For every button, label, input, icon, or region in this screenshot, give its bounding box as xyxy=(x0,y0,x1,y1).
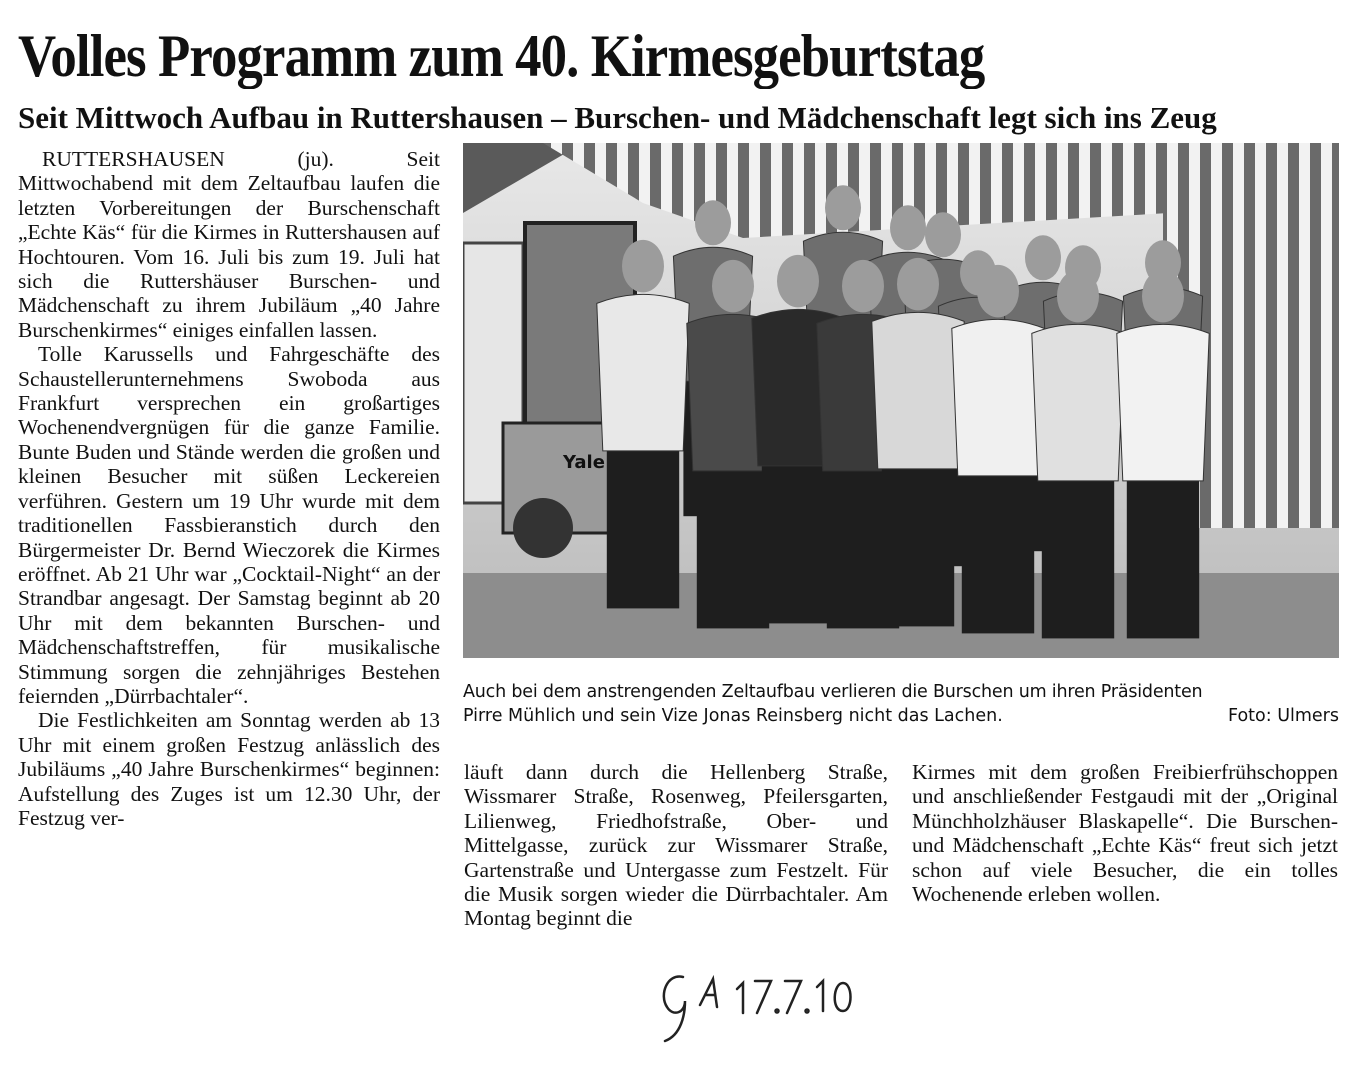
subheadline: Seit Mittwoch Aufbau in Ruttershausen – Burschen- und Mädchenschaft legt sich ins Zeug xyxy=(18,100,1217,135)
headline: Volles Programm zum 40. Kirmesgeburtstag xyxy=(18,23,985,89)
group-photo-illustration xyxy=(463,143,1339,658)
handwritten-signature-drawing xyxy=(645,965,905,1045)
dateline: RUTTERSHAUSEN (ju). xyxy=(42,147,334,171)
paragraph-1-text: Seit Mittwochabend mit dem Zeltaufbau laufen die letzten Vorbereitungen der Burschenschaft „Echte Käs“ für die Kirmes in Ruttershausen auf Hochtouren. Vom 16. Juli bis zum 19. Juli hat sich die Ruttershäuser Burschen- und Mädchenschaft zu ihrem Jubiläum „40 Jahre Burschenkirmes“ einiges einfallen lassen. xyxy=(18,147,440,342)
text-column-3 xyxy=(912,760,1338,906)
handwritten-date-note xyxy=(645,965,905,1045)
photo-credit: Foto: Ulmers xyxy=(1228,706,1339,726)
paragraph-3-middle: läuft dann durch die Hellenberg Straße, Wissmarer Straße, Rosenweg, Pfeilersgarten, Lilienweg, Friedhofstraße, Ober- und Mittelgasse, zurück zur Wissmarer Straße, Gartenstraße und Untergasse zum Festzelt. Für die Musik sorgen wieder die Dürrbachtaler. Am Montag beginnt die xyxy=(464,760,888,931)
forklift-wheel xyxy=(513,498,573,558)
caption-line-1: Auch bei dem anstrengenden Zeltaufbau verlieren die Burschen um ihren Präsidenten xyxy=(463,682,1203,702)
paragraph-3-start: Die Festlichkeiten am Sonntag werden ab 13 Uhr mit einem großen Festzug anlässlich des Jubiläums „40 Jahre Burschenkirmes“ beginnen: Aufstellung des Zuges ist um 12.30 Uhr, der Festzug ver- xyxy=(18,708,440,830)
caption-line-2: Pirre Mühlich und sein Vize Jonas Reinsberg nicht das Lachen. xyxy=(463,706,1003,726)
text-column-1 xyxy=(18,147,440,830)
photo-caption xyxy=(463,680,1339,728)
forklift-brand: Yale xyxy=(563,452,605,473)
paragraph-1 xyxy=(18,147,440,342)
paragraph-2: Tolle Karussells und Fahrgeschäfte des Schaustellerunternehmens Swoboda aus Frankfurt versprechen ein großartiges Wochenendvergnügen für die ganze Familie. Bunte Buden und Stände werden die großen und kleinen Besucher mit süßen Leckereien verführen. Gestern um 19 Uhr wurde mit dem traditionellen Fassbieranstich durch den Bürgermeister Dr. Bernd Wieczorek die Kirmes eröffnet. Ab 21 Uhr war „Cocktail-Night“ an der Strandbar angesagt. Der Samstag beginnt ab 20 Uhr mit dem bekannten Burschen- und Mädchenschaftstreffen, für musikalische Stimmung sorgen die zehnjähriges Bestehen feiernden „Dürrbachtaler“. xyxy=(18,342,440,708)
text-column-2 xyxy=(464,760,888,931)
paragraph-3-end: Kirmes mit dem großen Freibierfrühschoppen und anschließender Festgaudi mit der „Original Münchholzhäuser Blaskapelle“. Die Burschen- und Mädchenschaft „Echte Käs“ freut sich jetzt schon auf viele Besucher, die ein tolles Wochenende erleben wollen. xyxy=(912,760,1338,907)
caption-line-2-row xyxy=(463,704,1339,728)
group-photo xyxy=(463,143,1339,658)
